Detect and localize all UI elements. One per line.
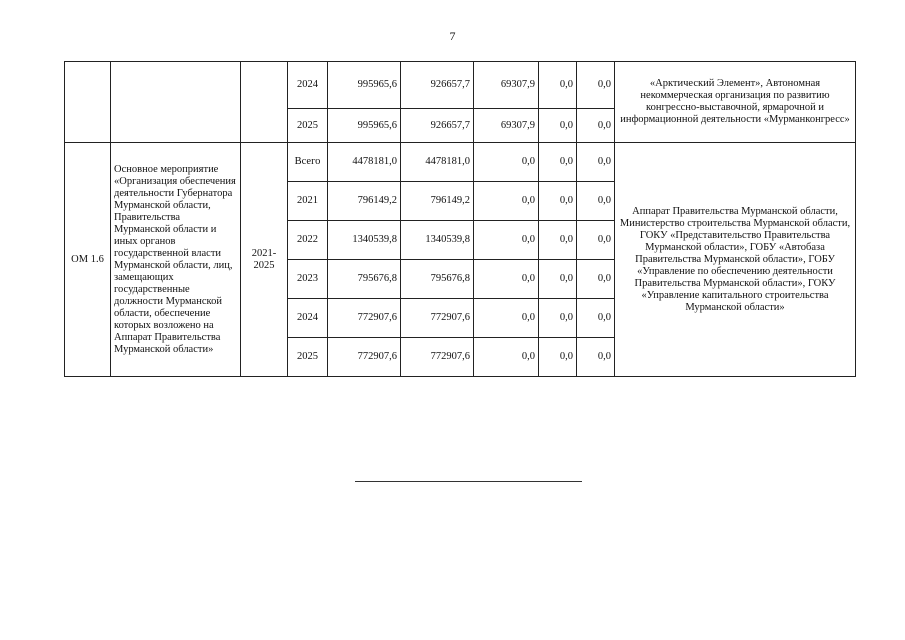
value-cell: 69307,9	[474, 62, 539, 109]
total-cell: 772907,6	[328, 338, 401, 377]
year-cell: 2025	[288, 338, 328, 377]
year-cell: 2023	[288, 260, 328, 299]
value-cell: 0,0	[577, 260, 615, 299]
value-cell: 0,0	[539, 260, 577, 299]
value-cell: 0,0	[539, 109, 577, 143]
value-cell: 772907,6	[401, 338, 474, 377]
value-cell: 0,0	[577, 299, 615, 338]
value-cell: 0,0	[539, 182, 577, 221]
value-cell: 0,0	[474, 338, 539, 377]
year-cell: 2025	[288, 109, 328, 143]
value-cell: 926657,7	[401, 109, 474, 143]
empty-period-cell	[241, 62, 288, 143]
total-cell: 796149,2	[328, 182, 401, 221]
value-cell: 0,0	[474, 260, 539, 299]
value-cell: 0,0	[474, 299, 539, 338]
executor-cell: «Арктический Элемент», Автономная некоммерческая организация по развитию конгрессно-выставочной, ярмарочной и информационной деятельности «Мурманконгресс»	[615, 62, 856, 143]
total-cell: 795676,8	[328, 260, 401, 299]
value-cell: 0,0	[474, 221, 539, 260]
footnote-separator-line	[355, 481, 582, 482]
value-cell: 0,0	[577, 182, 615, 221]
value-cell: 0,0	[577, 143, 615, 182]
value-cell: 0,0	[474, 182, 539, 221]
year-cell: 2021	[288, 182, 328, 221]
value-cell: 0,0	[539, 221, 577, 260]
table-row	[65, 62, 856, 109]
year-cell: 2022	[288, 221, 328, 260]
year-cell: 2024	[288, 299, 328, 338]
value-cell: 795676,8	[401, 260, 474, 299]
value-cell: 0,0	[474, 143, 539, 182]
budget-table	[64, 61, 856, 377]
year-cell: Всего	[288, 143, 328, 182]
value-cell: 796149,2	[401, 182, 474, 221]
year-cell: 2024	[288, 62, 328, 109]
total-cell: 4478181,0	[328, 143, 401, 182]
measure-description: Основное мероприятие «Организация обеспечения деятельности Губернатора Мурманской области, Правительства Мурманской области и иных органов государственной власти Мурманской области, лиц, замещающих государственные должности Мурманской области, обеспечение которых возложено на Аппарат Правительства Мурманской области»	[111, 143, 241, 377]
value-cell: 1340539,8	[401, 221, 474, 260]
value-cell: 772907,6	[401, 299, 474, 338]
value-cell: 0,0	[539, 62, 577, 109]
total-cell: 772907,6	[328, 299, 401, 338]
value-cell: 0,0	[577, 109, 615, 143]
empty-description-cell	[111, 62, 241, 143]
total-cell: 1340539,8	[328, 221, 401, 260]
table-row	[65, 143, 856, 182]
measure-code: ОМ 1.6	[65, 143, 111, 377]
value-cell: 69307,9	[474, 109, 539, 143]
value-cell: 0,0	[539, 338, 577, 377]
value-cell: 0,0	[577, 62, 615, 109]
value-cell: 4478181,0	[401, 143, 474, 182]
value-cell: 0,0	[577, 338, 615, 377]
measure-period: 2021-2025	[241, 143, 288, 377]
executor-cell: Аппарат Правительства Мурманской области, Министерство строительства Мурманской области, ГОКУ «Представительство Правительства Мурманской области», ГОБУ «Автобаза Правительства Мурманской области», ГОБУ «Управление по обеспечению деятельности Правительства Мурманской области», ГОКУ «Управление капитального строительства Мурманской области»	[615, 143, 856, 377]
value-cell: 0,0	[539, 299, 577, 338]
total-cell: 995965,6	[328, 109, 401, 143]
page-number: 7	[449, 29, 456, 43]
value-cell: 0,0	[539, 143, 577, 182]
value-cell: 926657,7	[401, 62, 474, 109]
empty-code-cell	[65, 62, 111, 143]
total-cell: 995965,6	[328, 62, 401, 109]
value-cell: 0,0	[577, 221, 615, 260]
